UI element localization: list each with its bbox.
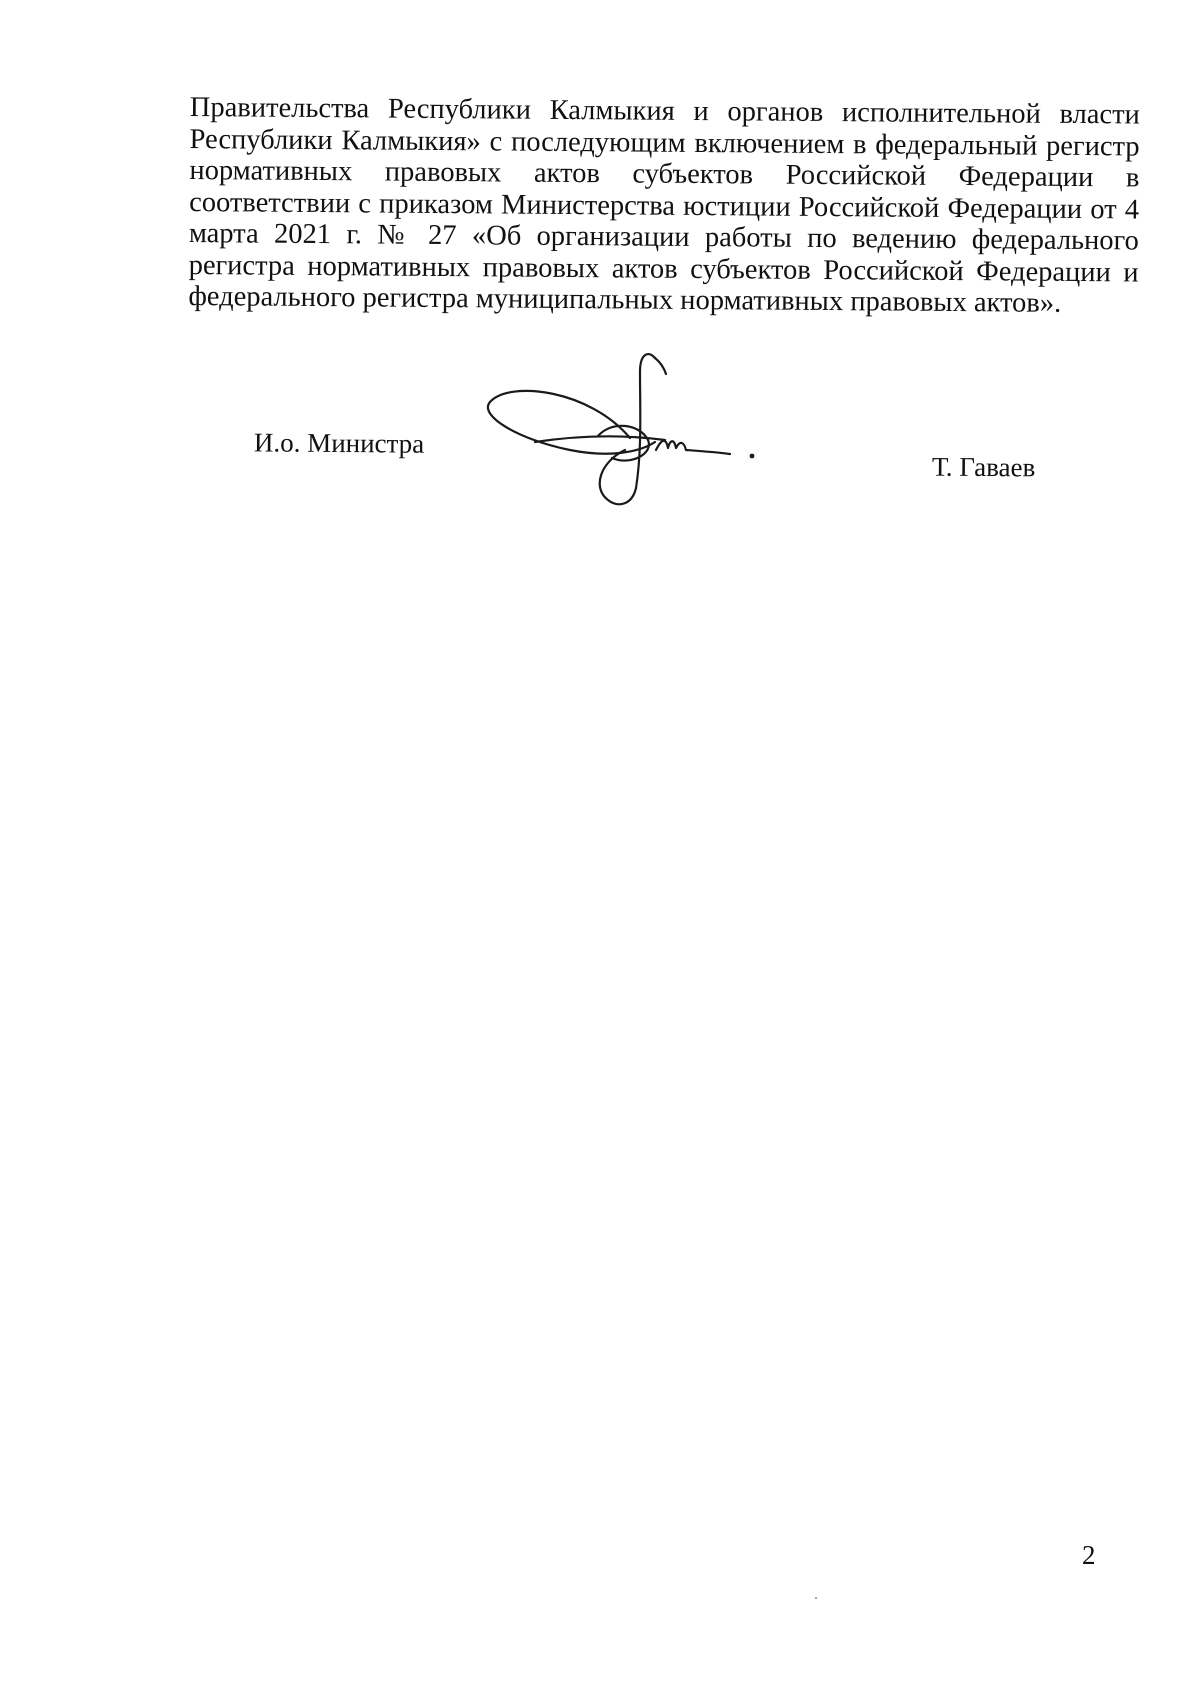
body-line-3: нормативных правовых актов субъектов Российской Федерации в bbox=[189, 154, 1140, 194]
body-line-7: федерального регистра муниципальных нормативных правовых актов». bbox=[188, 280, 1062, 319]
body-line-5: марта 2021 г. № 27 «Об организации работы по ведению федерального bbox=[188, 217, 1139, 257]
body-line-4: соответствии с приказом Министерства юстиции Российской Федерации от 4 bbox=[189, 186, 1140, 225]
scan-speck bbox=[815, 1597, 817, 1599]
handwritten-signature bbox=[480, 350, 780, 520]
signatory-name: Т. Гаваев bbox=[931, 451, 1036, 483]
page-number: 2 bbox=[1082, 1540, 1096, 1570]
body-paragraph bbox=[188, 92, 1140, 320]
signatory-title: И.о. Министра bbox=[253, 427, 425, 459]
body-line-1: Правительства Республики Калмыкия и органов исполнительной власти bbox=[189, 92, 1140, 131]
body-line-6: регистра нормативных правовых актов субъектов Российской Федерации и bbox=[188, 249, 1139, 288]
body-line-2: Республики Калмыкия» с последующим включением в федеральный регистр bbox=[189, 123, 1140, 162]
